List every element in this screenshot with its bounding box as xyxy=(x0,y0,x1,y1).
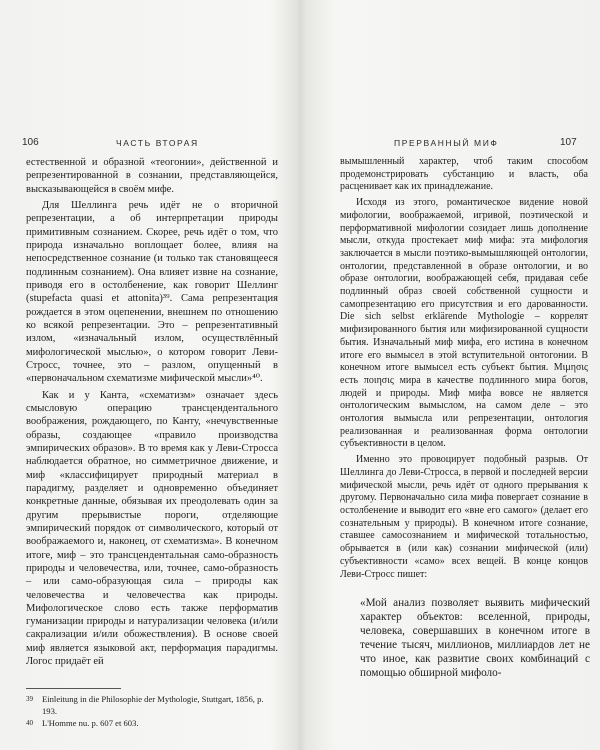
left-paragraph: Для Шеллинга речь идёт не о вторичной репрезентации, а об интерпретации природы примитивным сознанием. Скорее, речь идёт о том, что природа изначально воплощает более, влияя на непосредственное сознание (и только так становящееся подлинным сознанием). Она влияет извне на сознание, приводя его в остолбенение, как говорит Шеллинг (stupefacta quasi et attonita)³⁹. Сама репрезентация рождается в этом оцепенении, внешнем по отношению ко всякой репрезентации. Это – репрезентативный излом, «изначальный излом, осуществлённый мифологической мыслью», о котором говорит Леви-Стросс, точнее, это – разлом, опущенный в «первоначальном схематизме мифической мысли»⁴⁰. xyxy=(26,199,278,385)
right-paragraph: Именно это провоцирует подобный разрыв. От Шеллинга до Леви-Стросса, в первой и последней версии мифической мысли, речь идёт от одного прерывания к другому. Первоначально сила мифа повергает сознание в остолбенение и выводит его «вне его самого» (делает его сознательным у природы). В конечном итоге сознание, ставшее самосознанием и мифической тотальностью, обрывается в (или как) сознании мифической (или) субъективности «само» всех вещей. В конце концов Леви-Стросс пишет: xyxy=(340,454,588,580)
left-page-number: 106 xyxy=(22,137,39,148)
quote-text: «Мой анализ позволяет выявить мифический характер объектов: вселенной, природы, человека, совершавших в конечном итоге в течение тысяч, миллионов, миллиардов лет не что иное, как развитие своих комбинаций с помощью обширной мифоло- xyxy=(360,597,590,679)
footnotes xyxy=(26,693,278,729)
block-quote xyxy=(360,596,590,680)
right-paragraph: вымышленный характер, чтоб таким способом продемонстрировать субстанцию и власть, оба расценивает как их принадлежание. xyxy=(340,156,588,193)
left-running-title: ЧАСТЬ ВТОРАЯ xyxy=(116,138,199,148)
left-paragraph: Как и у Канта, «схематизм» означает здесь смысловую операцию трансцендентального воображения, рождающего, по Канту, «нечувственные образы, создающее «правило производства эмпирических образов». В то время как у Леви-Стросса наблюдается обратное, но симметричное движение, и миф «классифицирует природный материал в парадигму, разделяет и одновременно объединяет конкретные данные, обязывая их преодолевать один за другим прерывистые пороги, отделяющие эмпирический порядок от символического, который от воображаемого и, наконец, от схематизма». В конечном итоге, миф – это трансцендентальная само-образность природы и человечества, или, точнее, само-образность – или само-образующая сила – природы как человечества и человечества как природы. Мифологическое слово есть также перформатив гуманизации природы и натурализации человека (и/или сакрализации и/или обожествления). В основе своей миф является языковой акт, перформация парадигмы. Логос придаёт ей xyxy=(26,389,278,668)
left-body-text xyxy=(26,156,278,668)
footnote-text: Einleitung in die Philosophie der Mythologie, Stuttgart, 1856, p. 193. xyxy=(42,694,264,716)
left-paragraph: естественной и образной «теогонии», действенной и репрезентированной в сознании, представляющейся, высказывающейся в своём мифе. xyxy=(26,157,278,195)
footnote-text: L'Homme nu. p. 607 et 603. xyxy=(42,718,139,728)
footnote-number: 39 xyxy=(26,695,33,703)
footnote-rule xyxy=(26,688,121,689)
right-running-title: ПРЕРВАННЫЙ МИФ xyxy=(394,138,499,148)
right-body-text xyxy=(340,156,588,581)
right-page-number: 107 xyxy=(560,137,577,148)
footnote xyxy=(26,693,278,717)
footnote xyxy=(26,717,278,729)
footnote-number: 40 xyxy=(26,719,33,727)
right-paragraph: Исходя из этого, романтическое видение новой мифологии, воображаемой, игривой, поэтической и перформативной мифологии созидает лишь дополнение мысли, откуда простекает миф мифа: эта мифология заключается в мысли поэтико-вымышляющей онтологии, онтологии, представленной в образе онтологии, и во образе онтологии, воображающей себя, придавая себе подлинный образ своей собственной сущности и самопрезентацию его присутствия и его дарованности. Die sich selbst erklärende Mythologie – коррелят мифизированного бытия или мифизированной сущности бытия. Изначальный миф мифа, его истина в конечном итоге его вымысел в этой вступительной онтогонии. В конечном итоге вымысел есть субъект бытия. Μιμησις есть ποιησις мира в качестве подлинного мира богов, людей и природы. Миф мифа вовсе не является онтологическим вымыслом, на самом деле – это онтология вымысла или репрезентации, онтология реализованная и реализованная форма онтологии субъективности в целом. xyxy=(340,197,588,450)
right-page xyxy=(300,0,600,750)
